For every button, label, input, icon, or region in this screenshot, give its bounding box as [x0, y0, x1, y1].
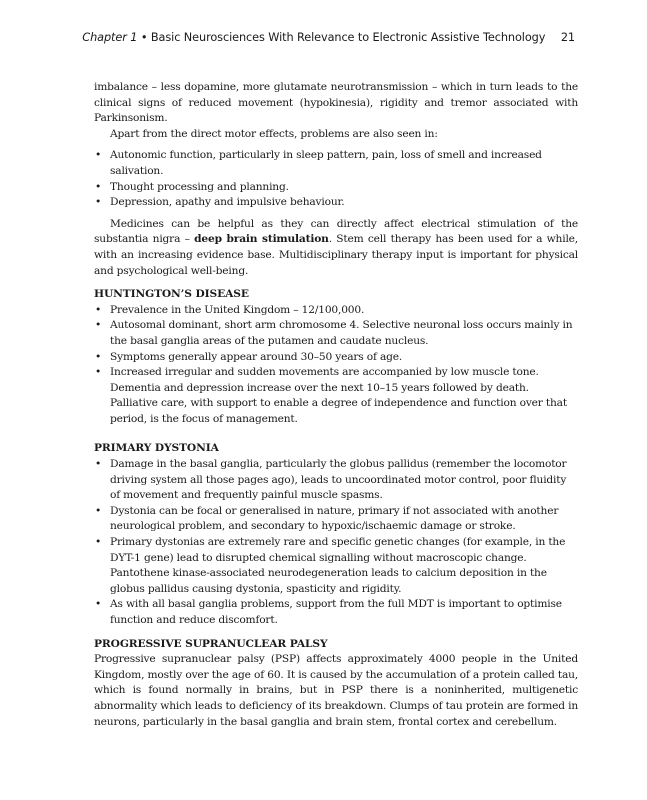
list-item: • Autonomic function, particularly in sleep pattern, pain, loss of smell and increased salivation. — [94, 147, 578, 178]
list-item: • Damage in the basal ganglia, particularly the globus pallidus (remember the locomotor driving system all those pages ago), leads to uncoordinated motor control, poor fluidity of movement and frequently painful muscle spasms. — [94, 456, 578, 503]
deep-brain-stimulation-term: deep brain stimulation — [194, 232, 329, 246]
header-separator: • — [140, 31, 148, 44]
list-item: • Dystonia can be focal or generalised in nature, primary if not associated with another neurological problem, and secondary to hypoxic/ischaemic damage or stroke. — [94, 503, 578, 534]
list-item: • Depression, apathy and impulsive behaviour. — [94, 194, 578, 210]
medicines-paragraph — [94, 216, 578, 278]
page-number: 21 — [560, 31, 575, 44]
page-body — [94, 79, 578, 729]
list-item: • Increased irregular and sudden movements are accompanied by low muscle tone. Dementia and depression increase over the next 10–15 years followed by death. Palliative care, with support to enable a degree of independence and function over that period, is the focus of management. — [94, 364, 578, 426]
psp-heading: PROGRESSIVE SUPRANUCLEAR PALSY — [94, 636, 328, 650]
huntingtons-list — [94, 302, 578, 427]
chapter-title: Basic Neurosciences With Relevance to Electronic Assistive Technology — [150, 31, 546, 44]
list-item: • As with all basal ganglia problems, support from the full MDT is important to optimise function and reduce discomfort. — [94, 596, 578, 627]
intro-paragraph-continued: imbalance – less dopamine, more glutamate neurotransmission – which in turn leads to the clinical signs of reduced movement (hypokinesia), rigidity and tremor associated with Parkinsonism. — [94, 80, 578, 125]
list-item: • Primary dystonias are extremely rare and specific genetic changes (for example, in the DYT-1 gene) lead to disrupted chemical signalling without macroscopic change. Pantothene kinase-associated neurodegeneration leads to calcium deposition in the globus pallidus causing dystonia, spasticity and rigidity. — [94, 534, 578, 596]
dystonia-list — [94, 456, 578, 628]
intro-problem-list — [94, 147, 578, 209]
list-item: • Thought processing and planning. — [94, 179, 578, 195]
chapter-label: Chapter 1 — [82, 31, 138, 44]
medicines-text-b: . Stem cell therapy has been used for a while, with an increasing evidence base. Multidisciplinary therapy input is important for physical and psychological well-being. — [94, 232, 578, 277]
list-item: • Prevalence in the United Kingdom – 12/100,000. — [94, 302, 578, 318]
psp-paragraph: Progressive supranuclear palsy (PSP) affects approximately 4000 people in the United Kingdom, mostly over the age of 60. It is caused by the accumulation of a protein called tau, which is found normally in brains, but in PSP there is a noninherited, multigenetic abnormality which leads to deficiency of its breakdown. Clumps of tau protein are formed in neurons, particularly in the basal ganglia and brain stem, frontal cortex and cerebellum. — [94, 652, 578, 728]
intro-paragraph-problems: Apart from the direct motor effects, problems are also seen in: — [110, 126, 438, 140]
list-item: • Autosomal dominant, short arm chromosome 4. Selective neuronal loss occurs mainly in the basal ganglia areas of the putamen and caudate nucleus. — [94, 317, 578, 348]
list-item: • Symptoms generally appear around 30–50 years of age. — [94, 349, 578, 365]
huntingtons-heading: HUNTINGTON’S DISEASE — [94, 287, 249, 301]
running-head — [82, 31, 575, 44]
dystonia-heading: PRIMARY DYSTONIA — [94, 441, 219, 455]
medicines-text-a: Medicines can be helpful as they can directly affect electrical stimulation of the substantia nigra – — [94, 216, 578, 246]
